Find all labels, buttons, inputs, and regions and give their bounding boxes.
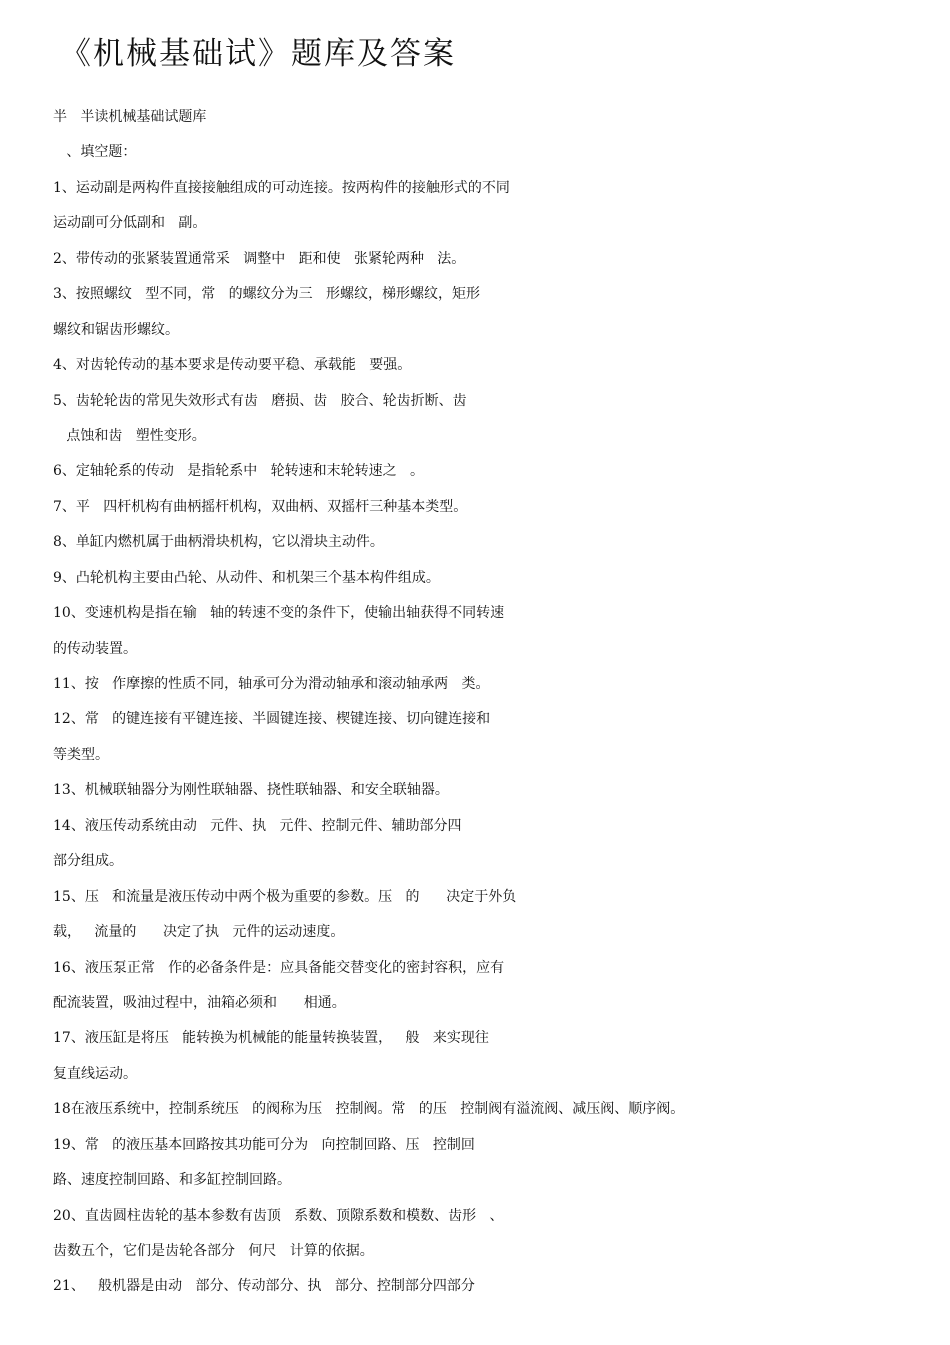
text-line: 螺纹和锯齿形螺纹。 (53, 321, 179, 338)
text-line: 12、常 的键连接有平键连接、半圆键连接、楔键连接、切向键连接和 (53, 711, 491, 728)
text-line: 6、定轴轮系的传动 是指轮系中 轮转速和末轮转速之 。 (53, 463, 424, 480)
text-line: 2、带传动的张紧装置通常采 调整中 距和使 张紧轮两种 法。 (53, 250, 466, 267)
text-line: 20、直齿圆柱齿轮的基本参数有齿顶 系数、顶隙系数和模数、齿形 、 (53, 1207, 504, 1224)
text-line: 11、按 作摩擦的性质不同，轴承可分为滑动轴承和滚动轴承两 类。 (53, 676, 490, 692)
text-line: 18在液压系统中，控制系统压 的阀称为压 控制阀。常 的压 控制阀有溢流阀、减压阀、顺序阀。 (53, 1101, 685, 1118)
text-line: 部分组成。 (53, 853, 123, 870)
text-line: 7、平 四杆机构有曲柄摇杆机构，双曲柄、双摇杆三种基本类型。 (53, 498, 468, 515)
text-line: 8、单缸内燃机属于曲柄滑块机构，它以滑块主动件。 (53, 534, 384, 551)
text-line: 4、对齿轮传动的基本要求是传动要平稳、承载能 要强。 (53, 357, 412, 374)
text-line: 配流装置，吸油过程中，油箱必须和 相通。 (53, 994, 346, 1011)
text-line: 16、液压泵正常 作的必备条件是：应具备能交替变化的密封容积，应有 (53, 959, 505, 976)
text-line: 运动副可分低副和 副。 (53, 215, 207, 232)
text-line: 19、常 的液压基本回路按其功能可分为 向控制回路、压 控制回 (53, 1136, 475, 1153)
text-line: 21、 般机器是由动 部分、传动部分、执 部分、控制部分四部分 (53, 1278, 475, 1295)
text-line: 3、按照螺纹 型不同，常 的螺纹分为三 形螺纹，梯形螺纹，矩形 (53, 286, 480, 303)
text-line: 15、压 和流量是液压传动中两个极为重要的参数。压 的 决定于外负 (53, 888, 517, 905)
text-line: 1、运动副是两构件直接接触组成的可动连接。按两构件的接触形式的不同 (53, 179, 510, 196)
text-line: 路、速度控制回路、和多缸控制回路。 (53, 1172, 291, 1189)
text-line: 点蚀和齿 塑性变形。 (53, 427, 206, 444)
text-line: 10、变速机构是指在输 轴的转速不变的条件下，使输出轴获得不同转速 (53, 605, 505, 622)
text-line: 13、机械联轴器分为刚性联轴器、挠性联轴器、和安全联轴器。 (53, 782, 449, 799)
text-line: 的传动装置。 (53, 640, 137, 657)
text-line: 17、液压缸是将压 能转换为机械能的能量转换装置， 般 来实现往 (53, 1030, 489, 1047)
text-line: 、填空题： (53, 144, 137, 161)
text-line: 5、齿轮轮齿的常见失效形式有齿 磨损、齿 胶合、轮齿折断、齿 (53, 392, 467, 409)
text-line: 载， 流量的 决定了执 元件的运动速度。 (53, 924, 345, 941)
text-line: 复直线运动。 (53, 1065, 137, 1082)
text-line: 半 半读机械基础试题库 (53, 109, 207, 125)
text-line: 等类型。 (53, 746, 109, 763)
document-body (53, 104, 913, 1309)
text-line: 14、液压传动系统由动 元件、执 元件、控制元件、辅助部分四 (53, 817, 462, 834)
document-title: 《机械基础试》题库及答案 (60, 36, 456, 72)
text-line: 9、凸轮机构主要由凸轮、从动件、和机架三个基本构件组成。 (53, 569, 440, 586)
text-line: 齿数五个，它们是齿轮各部分 何尺 计算的依据。 (53, 1243, 374, 1259)
